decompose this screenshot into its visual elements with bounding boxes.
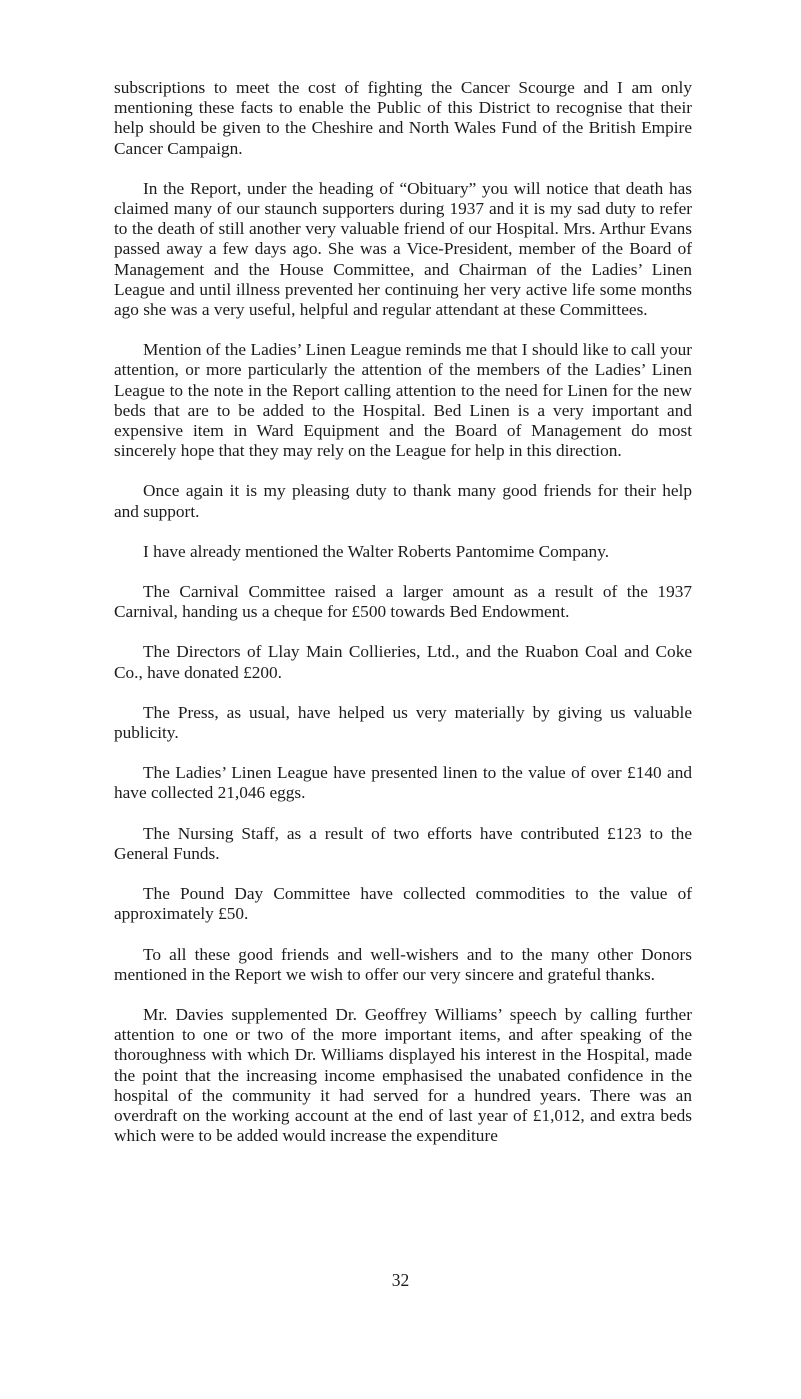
document-body	[114, 78, 692, 1166]
paragraph-obituary: In the Report, under the heading of “Obituary” you will notice that death has claimed many of our staunch supporters during 1937 and it is my sad duty to refer to the death of still another very valuable friend of our Hospital. Mrs. Arthur Evans passed away a few days ago. She was a Vice-President, member of the Board of Management and the House Committee, and Chairman of the Ladies’ Linen League and until illness prevented her continuing her very active life some months ago she was a very useful, helpful and regular attendant at these Committees.	[114, 178, 692, 320]
paragraph-pound-day: The Pound Day Committee have collected commodities to the value of approximately £50.	[114, 884, 692, 924]
paragraph-carnival: The Carnival Committee raised a larger amount as a result of the 1937 Carnival, handing us a cheque for £500 towards Bed Endowment.	[114, 582, 692, 622]
paragraph-nursing-staff: The Nursing Staff, as a result of two efforts have contributed £123 to the General Funds.	[114, 823, 692, 863]
paragraph-collieries: The Directors of Llay Main Collieries, Ltd., and the Ruabon Coal and Coke Co., have donated £200.	[114, 642, 692, 682]
page-number: 32	[391, 1270, 410, 1290]
paragraph-mr-davies: Mr. Davies supplemented Dr. Geoffrey Williams’ speech by calling further attention to one or two of the more important items, and after speaking of the thoroughness with which Dr. Williams displayed his interest in the Hospital, made the point that the increasing income emphasised the unabated confidence in the hospital of the community it had served for a hundred years. There was an overdraft on the working account at the end of last year of £1,012, and extra beds which were to be added would increase the expenditure	[114, 1004, 692, 1146]
paragraph-grateful-thanks: To all these good friends and well-wishers and to the many other Donors mentioned in the Report we wish to offer our very sincere and grateful thanks.	[114, 944, 692, 984]
paragraph-press: The Press, as usual, have helped us very materially by giving us valuable publicity.	[114, 702, 692, 743]
paragraph-pantomime: I have already mentioned the Walter Roberts Pantomime Company.	[143, 541, 610, 561]
paragraph-linen-eggs: The Ladies’ Linen League have presented linen to the value of over £140 and have collected 21,046 eggs.	[114, 763, 692, 803]
paragraph-thanks-intro: Once again it is my pleasing duty to thank many good friends for their help and support.	[114, 481, 692, 521]
paragraph-cancer-campaign: subscriptions to meet the cost of fighting the Cancer Scourge and I am only mentioning these facts to enable the Public of this District to recognise that their help should be given to the Cheshire and North Wales Fund of the British Empire Cancer Campaign.	[114, 78, 692, 158]
paragraph-linen-league: Mention of the Ladies’ Linen League reminds me that I should like to call your attention, or more particularly the attention of the members of the Ladies’ Linen League to the note in the Report calling attention to the need for Linen for the new beds that are to be added to the Hospital. Bed Linen is a very important and expensive item in Ward Equipment and the Board of Management do most sincerely hope that they may rely on the League for help in this direction.	[114, 340, 692, 461]
